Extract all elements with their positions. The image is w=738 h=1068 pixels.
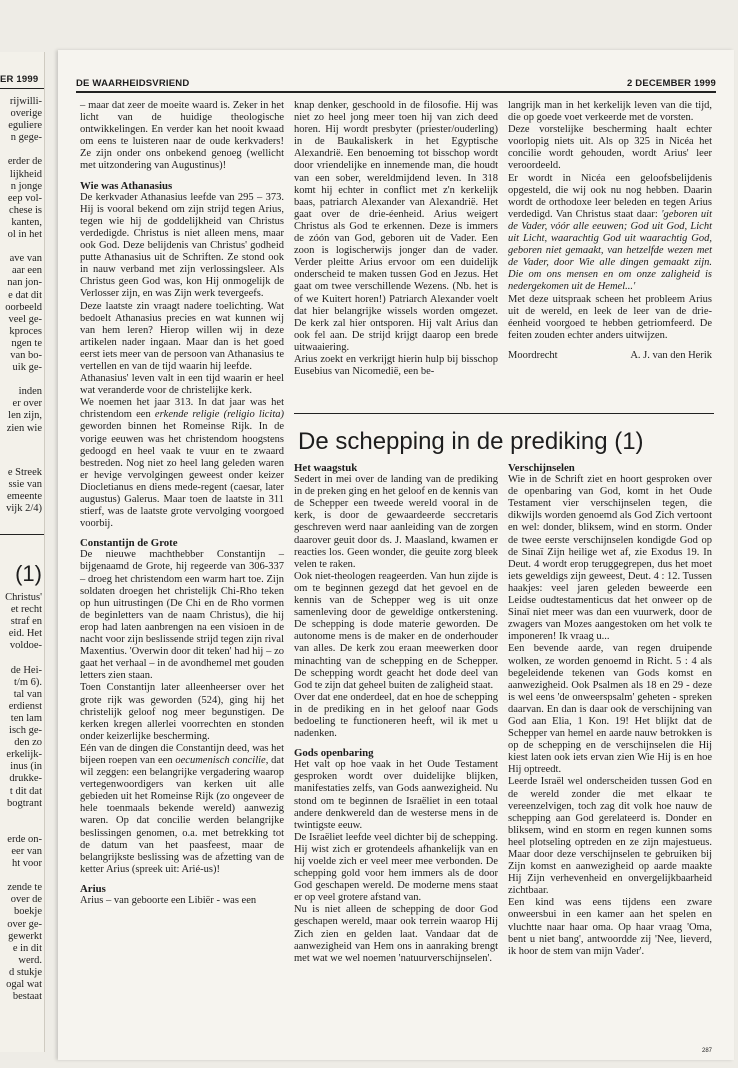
prev-text-fragment: van bo- [10,349,42,361]
subheading-verschijnselen: Verschijnselen [508,462,575,474]
article-column-1 [80,100,284,907]
header-rule [76,91,716,93]
author-signature [508,350,712,362]
newspaper-page [58,50,734,1060]
prev-text-fragment [5,870,42,882]
paragraph: Arius zoekt en verkrijgt hierin hulp bij bisschop Eusebius van Nicomedië, een be- [294,353,498,378]
subheading-arius: Arius [80,882,106,895]
prev-text-fragment: bogtrant [7,797,42,809]
paragraph: Sedert in mei over de landing van de prediking in de preken ging en het geloof en de kennis van de Schepper een tweede wereld vooral in de kerk, is door de gewaardeerde seccretaris geschreven werd naar aanleiding van de zorgen daarover geuit door ds. J. Maasland, kwamen er reacties los. Geen wonder, die geuite zorg bleek velen te raken. [294,474,498,570]
prev-text-fragment [5,652,42,664]
prev-text-fragment: ten lam [10,712,42,724]
prev-text-fragment: kproces [9,325,42,337]
prev-text-fragment: boekje [14,906,42,918]
prev-text-fragment [5,822,42,834]
prev-text-block-c [5,592,42,1003]
page-header-title: DE WAARHEIDSVRIEND [76,78,190,89]
article-column-3 [508,100,712,362]
paragraph: Het valt op hoe vaak in het Oude Testament gesproken wordt over duidelijke blijken, manifestaties zelfs, van Gods aanwezigheid. Nu stond om te beginnen de Israëliet in een totaal andere denkwereld dan de westerse mens in de twintigste eeuw. [294,759,498,831]
prev-text-fragment: voldoe- [9,640,42,652]
prev-text-fragment: e dat dit [8,289,42,301]
prev-text-fragment: over de [10,894,42,906]
prev-text-fragment: t/m 6). [14,676,42,688]
prev-text-fragment: uik ge- [12,362,42,374]
page-number: 287 [701,1048,712,1054]
prev-text-fragment: et recht [10,604,42,616]
prev-text-fragment: n gege- [10,132,42,144]
paragraph: Athanasius' leven valt in een tijd waarin er heel wat veranderde voor de christelijke kerk. [80,373,284,397]
paragraph: Toen Constantijn later alleenheerser over het grote rijk was geworden (524), ging hij het christelijk geloof nog meer begunstigen. De kerken kregen allerlei voorrechten en stonden onder keizerlijke bescherming. [80,682,284,742]
prev-text-fragment: len zijn, [8,410,42,422]
paragraph: langrijk man in het kerkelijk leven van die tijd, die op goede voet verkeerde met de vorsten. [508,100,712,124]
prev-text-fragment: inus (in [10,761,42,773]
prev-text-fragment: eguliere [8,120,42,132]
prev-text-fragment: eer van [11,845,42,857]
prev-text-fragment: d stukje [9,966,42,978]
prev-text-fragment: ht voor [11,858,42,870]
prev-text-fragment: er over [12,398,42,410]
paragraph: Met deze uitspraak scheen het probleem Arius uit de wereld, en leek de leer van de drie-éenheid voorgoed te hebben getriomfeerd. De feiten zouden echter anders uitwijzen. [508,293,712,341]
paragraph: Deze vorstelijke bescherming haalt echter voorlopig niets uit. Als op 325 in Nicéa het concilie wordt gehouden, wordt Arius' leer veroordeeld. [508,124,712,172]
prev-text-fragment [5,144,42,156]
prev-text-fragment: oorbeeld [5,301,42,313]
paragraph: Nu is niet alleen de schepping de door God geschapen wereld, maar ook terrein waarop Hij Zich zien en gelden laat. Vandaar dat de aanwezigheid van Hem ons in aanraking brengt met wat we wel noemen 'natuurverschijnselen'. [294,904,498,964]
prev-text-fragment: t dit dat [9,785,42,797]
article-separator-rule [294,413,714,414]
prev-header-rule [0,88,44,89]
paragraph: knap denker, geschoold in de filosofie. Hij was niet zo heel jong meer toen hij van zich deed horen. Hij wordt presbyter (priester/ouderling) in de Baukaliskerk in het Egyptische Alexandrië. Een benoeming tot bisschop wordt door vriendelijke en innemende man, die houdt van een sober, wereldmijdend leven. In 318 komt hij echter in conflict met z'n kerkelijk baas, patriarch Alexander van Alexandrië. Het gaat over de drie-éenheid. Arius weigert Christus als God te erkennen. Deze is immers de zóón van God, geboren uit de Vader. Een zoon is logischerwijs jonger dan de vader. Verder pleitte Arius ervoor om een duidelijk onderscheid te maken tussen God en Jezus. Het gaat om twee verschillende Wezens. (Nb. het is of we Kuitert horen!) Patriarch Alexander voelt dat hier belangrijke wissels worden omgezet. De kerk zal hier ontsporen. Hij valt Arius dan ook fel aan. De strijd krijgt daarop een brede uitwaaiering. [294,100,498,353]
prev-text-fragment: Christus' [5,592,42,603]
prev-text-fragment: aar een [11,265,42,277]
prev-text-fragment: erkelijk- [6,749,42,761]
subheading-het-waagstuk: Het waagstuk [294,462,358,474]
article2-column-2 [508,462,712,958]
prev-text-fragment: erdienst [8,700,42,712]
paragraph: Deze laatste zin vraagt nadere toelichting. Wat bedoelt Athanasius precies en wat kunnen wij van hem leren? Hierop willen wij in deze artikelen nader ingaan. Maar dan is het goed eerst iets meer van de persoon van Athanasius te vertellen en van de tijd waarin hij leefde. [80,300,284,372]
prev-text-block-b [6,467,42,515]
prev-text-fragment: erde on- [7,833,42,845]
paragraph: Een bevende aarde, van regen druipende wolken, ze worden genoemd in Richt. 5 : 4 als begeleidende tekenen van Gods komst en aanwezigheid. Ook Psalmen als 18 en 29 - deze is wel eens 'de onweerspsalm' geheten - spreken daarvan. En dan is daar ook de verschijning van God aan Elia, 1 Kon. 19! Het blijkt dat de Schepper van hemel en aarde nauw betrokken is op de schepping en de verschijnselen die Hij kiest laten ook iets ervan zien Wie Hij is en hoe Hij optreedt. [508,643,712,776]
prev-text-fragment: kanten, [11,216,42,228]
prev-text-fragment: bestaat [12,991,42,1003]
article-column-2 [294,100,498,378]
prev-text-fragment [5,810,42,822]
page-header-date: 2 DECEMBER 1999 [626,78,716,89]
prev-text-fragment: nan jon- [7,277,42,289]
prev-text-fragment: de Hei- [10,664,42,676]
prev-text-fragment: tal van [13,688,42,700]
prev-page-header-date: ER 1999 [0,74,39,85]
article-title: De schepping in de prediking (1) [298,428,644,455]
prev-text-fragment: overige [10,108,42,120]
subheading-wie-was-athanasius: Wie was Athanasius [80,179,173,192]
paragraph: Er wordt in Nicéa een geloofsbelijdenis opgesteld, die wij ook nu nog hebben. Daarin wordt de orthodoxe leer beleden en tegen Arius verdedigd. Van Christus staat daar: 'geboren uit de Vader, vóór alle eeuwen; God uit God, Licht uit Licht, waarachtig God uit waarachtig God, geboren niet gemaakt, van hetzelfde wezen met de Vader, door Wie alle dingen gemaakt zijn. Die om ons mensen en om onze zaligheid is nedergekomen uit de Hemel...' [508,172,712,293]
prev-text-fragment: chese is [9,204,42,216]
signature-place: Moordrecht [508,349,558,361]
prev-text-fragment [5,241,42,253]
subheading-gods-openbaring: Gods openbaring [294,747,374,760]
prev-text-fragment [5,374,42,386]
prev-text-fragment: zende te [7,882,42,894]
prev-text-fragment: n jonge [10,180,42,192]
prev-text-fragment: isch ge- [9,725,42,737]
paragraph: De Israëliet leefde veel dichter bij de schepping. Hij wist zich er grotendeels afhankelijk van en hij voelde zich er veel meer mee verbonden. De schepping gold voor hem immers als de door God geschapen wereld. De moderne mens staat er op veel grotere afstand van. [294,831,498,904]
paragraph: Ook niet-theologen reageerden. Van hun zijde is om te beginnen gezegd dat het gevoel en de kennis van de Schepper weg is uit onze samenleving door de geweldige ontkerstening. De schepping is dode materie geworden. De autonome mens is de maker en de onderhouder van alles. De kerk zou eraan meewerken door minachting van de schepping en de Schepper. De schepping wordt geacht het dode deel van God te zijn dat geheel buiten de zaligheid staat. [294,570,498,691]
paragraph: Een kind was eens tijdens een zware onweersbui in een kamer aan het spelen en vluchtte naar haar oma. Op haar vraag 'Oma, bent u niet bang', antwoordde zij 'Nee, lieverd, ik hoor de stem van mijn Vader'. [508,897,712,957]
prev-text-fragment: e in dit [12,942,42,954]
previous-page-strip [0,52,45,1052]
signature-name: A. J. van den Herik [630,349,712,361]
prev-text-fragment: gewerkt [8,930,42,942]
subheading-constantijn: Constantijn de Grote [80,537,178,550]
prev-text-fragment: eid. Het [8,628,42,640]
prev-text-fragment: ogal wat [6,979,42,990]
paragraph: De nieuwe machthebber Constantijn – bijgenaamd de Grote, hij regeerde van 306-337 – droeg het christendom een warm hart toe. Zijn soldaten droegen het christelijk Chi-Rho teken op hun uitrustingen (De Chi en de Rho vormen de beginletters van de naam Christus), die hij erop had laten aanbrengen na een visioen in de nacht voor zijn beslissende strijd tegen zijn rival Maxentius. 'Overwin door dit teken' had hij – zo gaat het verhaal – in de avondhemel met gouden letters zien staan. [80,549,284,682]
paragraph: Eén van de dingen die Constantijn deed, was het bijeen roepen van een oecumenisch concilie, dat wil zeggen: een belangrijke vergadering waarop vertegenwoordigers van kerken uit alle gebieden uit het Romeinse Rijk (zo ongeveer de hele toenmaals bekende wereld) aanwezig waren. Op dat concilie werden belangrijke beslissingen genomen, o.a. met betrekking tot de datum van het paasfeest, maar de belangrijkste beslissing was de afzetting van de ketter Arius (spreek uit: Arié-us)! [80,742,284,875]
prev-text-fragment: straf en [10,616,42,628]
prev-text-fragment: veel ge- [8,313,42,325]
prev-text-block-a [5,96,42,435]
article2-column-1 [294,462,498,965]
prev-big-number: (1) [15,561,42,586]
paragraph: Over dat ene onderdeel, dat en hoe de schepping in de prediking en in het geloof naar Gods bedoeling te functioneren heeft, wil ik met u nadenken. [294,691,498,740]
paragraph: Arius – van geboorte een Libiër - was een [80,895,257,906]
prev-text-fragment: zien wie [6,422,42,434]
prev-text-fragment: werd. [18,954,42,966]
paragraph: We noemen het jaar 313. In dat jaar was het christendom een erkende religie (religio licita) geworden binnen het Romeinse Rijk. In de vorige eeuwen was het christendom hoogstens gedoogd en heel vaak te vuur en te zwaard bestreden. Nog niet zo heel lang geleden waren er hevige vervolgingen geweest onder keizer Diocletianus en diens mede-regent (caesar, later augustus) Galerus. Maar toen de laatste in 311 stierf, was de laatste grote vervolging voorgoed voorbij. [80,397,284,530]
paragraph: Wie in de Schrift ziet en hoort gesproken over de openbaring van God, komt in het Oude Testament vier verschijnselen tegen, die dikwijls worden genoemd als God Zich vertoont en wel: donder, bliksem, wind en storm. Onder de twee eerste verschijnselen kondigde God op de Sinaï Zijn heilige wet af, zie Exodus 19. In Deut. 4 wordt erop teruggegrepen, dus het moet iets geweldigs zijn geweest, Deut. 4 : 12. Tussen haakjes: veel jaren geleden beweerde een Leidse oudtestamenticus dat het onweer op de Sinaï niet meer was dan een vuurwerk, door de zwagers van Mozes aangestoken om het volk te imponeren! Ik vraag u... [508,474,712,643]
prev-text-fragment: rijwilli- [9,96,42,107]
prev-text-fragment: den zo [14,737,42,749]
prev-text-fragment: ssie van [8,479,42,491]
prev-text-fragment: inden [18,386,42,398]
prev-text-fragment: over ge- [7,918,42,930]
prev-text-fragment: e Streek [7,467,42,478]
prev-text-fragment: vijk 2/4) [6,503,42,515]
prev-text-fragment: eep vol- [7,192,42,204]
prev-text-fragment: drukke- [9,773,42,785]
prev-text-fragment: ol in het [7,229,42,241]
prev-text-fragment: erder de [7,156,42,168]
prev-text-fragment: emeente [7,491,42,503]
prev-text-fragment: ngen te [11,337,42,349]
paragraph: Leerde Israël wel onderscheiden tussen God en de wereld zonder die met elkaar te vereenzelvigen, toch zag dit volk hoe nauw de schepping aan God gerelateerd is. Donder en bliksem, wind en storm en regen kunnen soms heel plotseling optreden en ze zijn majestueus. Maar door deze verschijnselen te gebruiken bij Zijn komst en aanwezigheid op aarde maakte Hij Zijn verhevenheid en onvergelijkbaarheid zichtbaar. [508,776,712,897]
prev-text-fragment: lijkheid [9,168,42,180]
paragraph: – maar dat zeer de moeite waard is. Zeker in het licht van de huidige theologische ontwikkelingen. En verder kan het nooit kwaad om eens te luisteren naar de oude kerkvaders! Ze zijn onder ons onbekend genoeg (wellicht met uitzondering van Augustinus)! [80,100,284,172]
paragraph: De kerkvader Athanasius leefde van 295 – 373. Hij is vooral bekend om zijn strijd tegen Arius, tegen wie hij de goddelijkheid van Christus verdedigde. Christus is niet alleen mens, maar ook God. Deze belijdenis van Christus' godheid putte Athanasius uit de Schriften. Ze stond ook in nauw verband met zijn verlossingsleer. Als Christus geen God was, kon Hij onmogelijk de Verlosser zijn, en was Zijn werk tevergeefs. [80,191,284,300]
prev-text-fragment: ave van [9,253,42,265]
prev-section-rule [0,534,44,535]
